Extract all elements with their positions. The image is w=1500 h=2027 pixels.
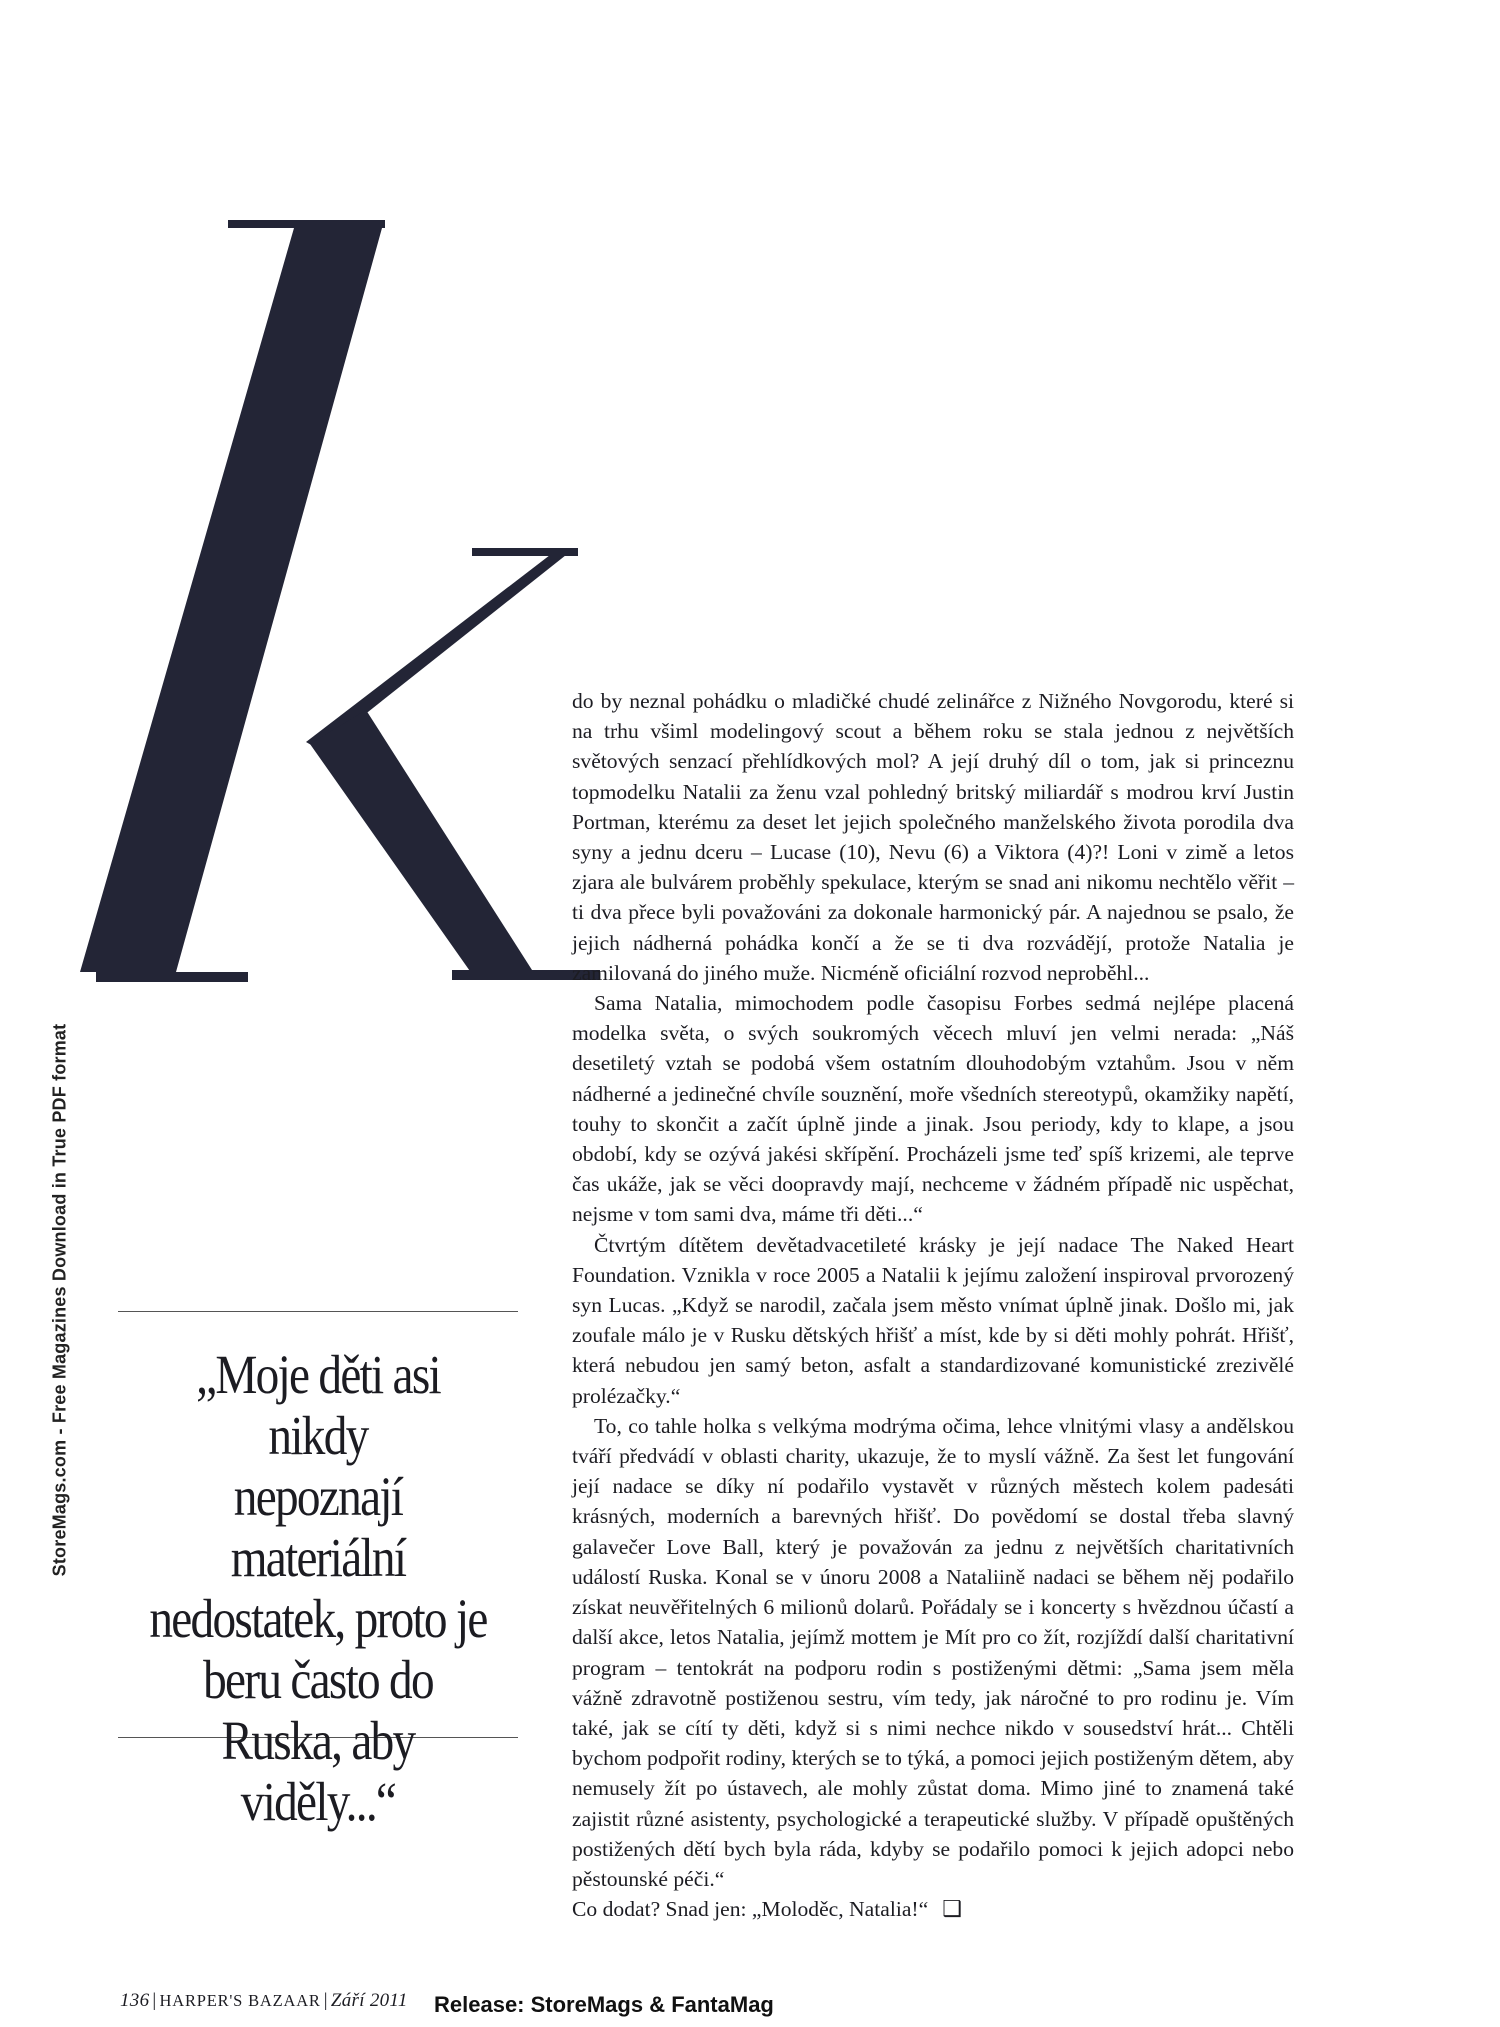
pull-quote-line: Ruska, aby viděly...“ — [221, 1710, 415, 1832]
pull-quote-line: nepoznají — [233, 1466, 403, 1527]
article-paragraph-5: Co dodat? Snad jen: „Moloděc, Natalia!“ — [572, 1897, 929, 1922]
dropcap-letter: K — [80, 150, 81, 151]
pull-quote-text — [146, 1344, 490, 1832]
dropcap-letter-k — [80, 150, 600, 1030]
article-paragraph-2: Sama Natalia, mimochodem podle časopisu Forbes sedmá nejlépe placená modelka světa, o svých soukromých věcech mluví jen velmi nerada: „Náš desetiletý vztah se podobá všem ostatním dlouhodobým vztahům. Jsou v něm nádherné a jedinečné chvíle souznění, moře všedních stereotypů, okamžiky napětí, touhy to skončit a začít úplně jinde a jinak. Jsou periody, kdy to klape, a jsou období, kdy se ozývá jakési skřípění. Procházeli jsme teď spíš krizemi, ale teprve čas ukáže, jak se věci doopravdy mají, nechceme v žádném případě nic uspěchat, nejsme v tom sami dva, máme tři děti...“ — [572, 991, 1294, 1227]
article-body — [572, 686, 1294, 1924]
pull-quote-line: materiální — [230, 1527, 406, 1588]
pull-quote — [118, 1311, 518, 1832]
footer-separator: | — [323, 1990, 328, 2011]
release-credit: Release: StoreMags & FantaMag — [434, 1992, 774, 2017]
article-paragraph-4: To, co tahle holka s velkýma modrýma očima, lehce vlnitými vlasy a andělskou tváří předvádí v oblasti charity, ukazuje, že to myslí vážně. Za šest let fungování její nadace se díky ní podařilo vystavět v různých městech kolem padesáti krásných, moderních a barevných hřišť. Do povědomí se dostal třeba slavný galavečer Love Ball, který je považován za jednu z největších charitativních událostí Ruska. Konal se v únoru 2008 a Nataliině nadaci se během něj podařilo získat neuvěřitelných 6 milionů dolarů. Pořádaly se i koncerty s hvězdnou účastí a další akce, letos Natalia, jejímž mottem je Mít pro co žít, rozjíždí další charitativní program – tentokrát na podporu rodin s postiženými dětmi: „Sama jsem měla vážně zdravotně postiženou sestru, vím tedy, jak náročné to pro rodinu je. Vím také, jak se cítí ty děti, když si s nimi nechce nikdo v sousedství hrát... Chtěli bychom podpořit rodiny, kterých se to týká, a pomoci jejich postiženým dětem, aby nemusely žít po ústavech, ale mohly zůstat doma. Mimo jiné to znamená také zajistit různé asistenty, psychologické a terapeutické služby. V případě opuštěných postižených dětí bych byla ráda, kdyby se podařilo pomoci k jejich adopci nebo pěstounské péči.“ — [572, 1413, 1294, 1891]
article-paragraph-3: Čtvrtým dítětem devětadvacetileté krásky je její nadace The Naked Heart Foundation. Vznikla v roce 2005 a Natalii k jejímu založení inspiroval prvorozený syn Lucas. „Když se narodil, začala jsem město vnímat úplně jinak. Došlo mi, jak zoufale málo je v Rusku dětských hřišť a míst, kde by si děti mohly pohrát. Hřišť, která nebudou jen samý beton, asfalt a standardizované komunistické zrezivělé prolézačky.“ — [572, 1232, 1294, 1408]
side-credit-text: StoreMags.com - Free Magazines Download in True PDF format — [49, 1023, 70, 1577]
pull-quote-line: beru často do — [203, 1649, 433, 1710]
article-paragraph-1: do by neznal pohádku o mladičké chudé zelinářce z Nižného Novgorodu, které si na trhu všiml modelingový scout a během roku se stala jednou z největších světových senzací přehlídkových mol? A její druhý díl o tom, jak si princeznu topmodelku Natalii za ženu vzal pohledný britský miliardář s modrou krví Justin Portman, kterému za deset let jejich společného manželského života porodila dva syny a jednu dceru – Lucase (10), Nevu (6) a Viktora (4)?! Loni v zimě a letos zjara ale bulvárem proběhly spekulace, kterým se snad ani nikomu nechtělo věřit – ti dva přece byli považováni za dokonale harmonický pár. A najednou se psalo, že jejich nádherná pohádka končí a že se ti dva rozvádějí, protože Natalia je zamilovaná do jiného muže. Nicméně oficiální rozvod neproběhl... — [572, 689, 1294, 985]
pull-quote-line: nedostatek, proto je — [149, 1588, 487, 1649]
end-mark-icon: ❑ — [942, 1896, 962, 1922]
page-footer — [120, 1990, 408, 2012]
side-credit — [50, 960, 70, 1640]
pull-quote-line: „Moje děti asi nikdy — [196, 1344, 440, 1466]
footer-separator: | — [152, 1990, 157, 2011]
page-number: 136 — [120, 1990, 150, 2011]
magazine-name: HARPER'S BAZAAR — [159, 1991, 321, 2010]
article-closing-line — [572, 1894, 1294, 1924]
issue-date: Září 2011 — [330, 1990, 408, 2011]
